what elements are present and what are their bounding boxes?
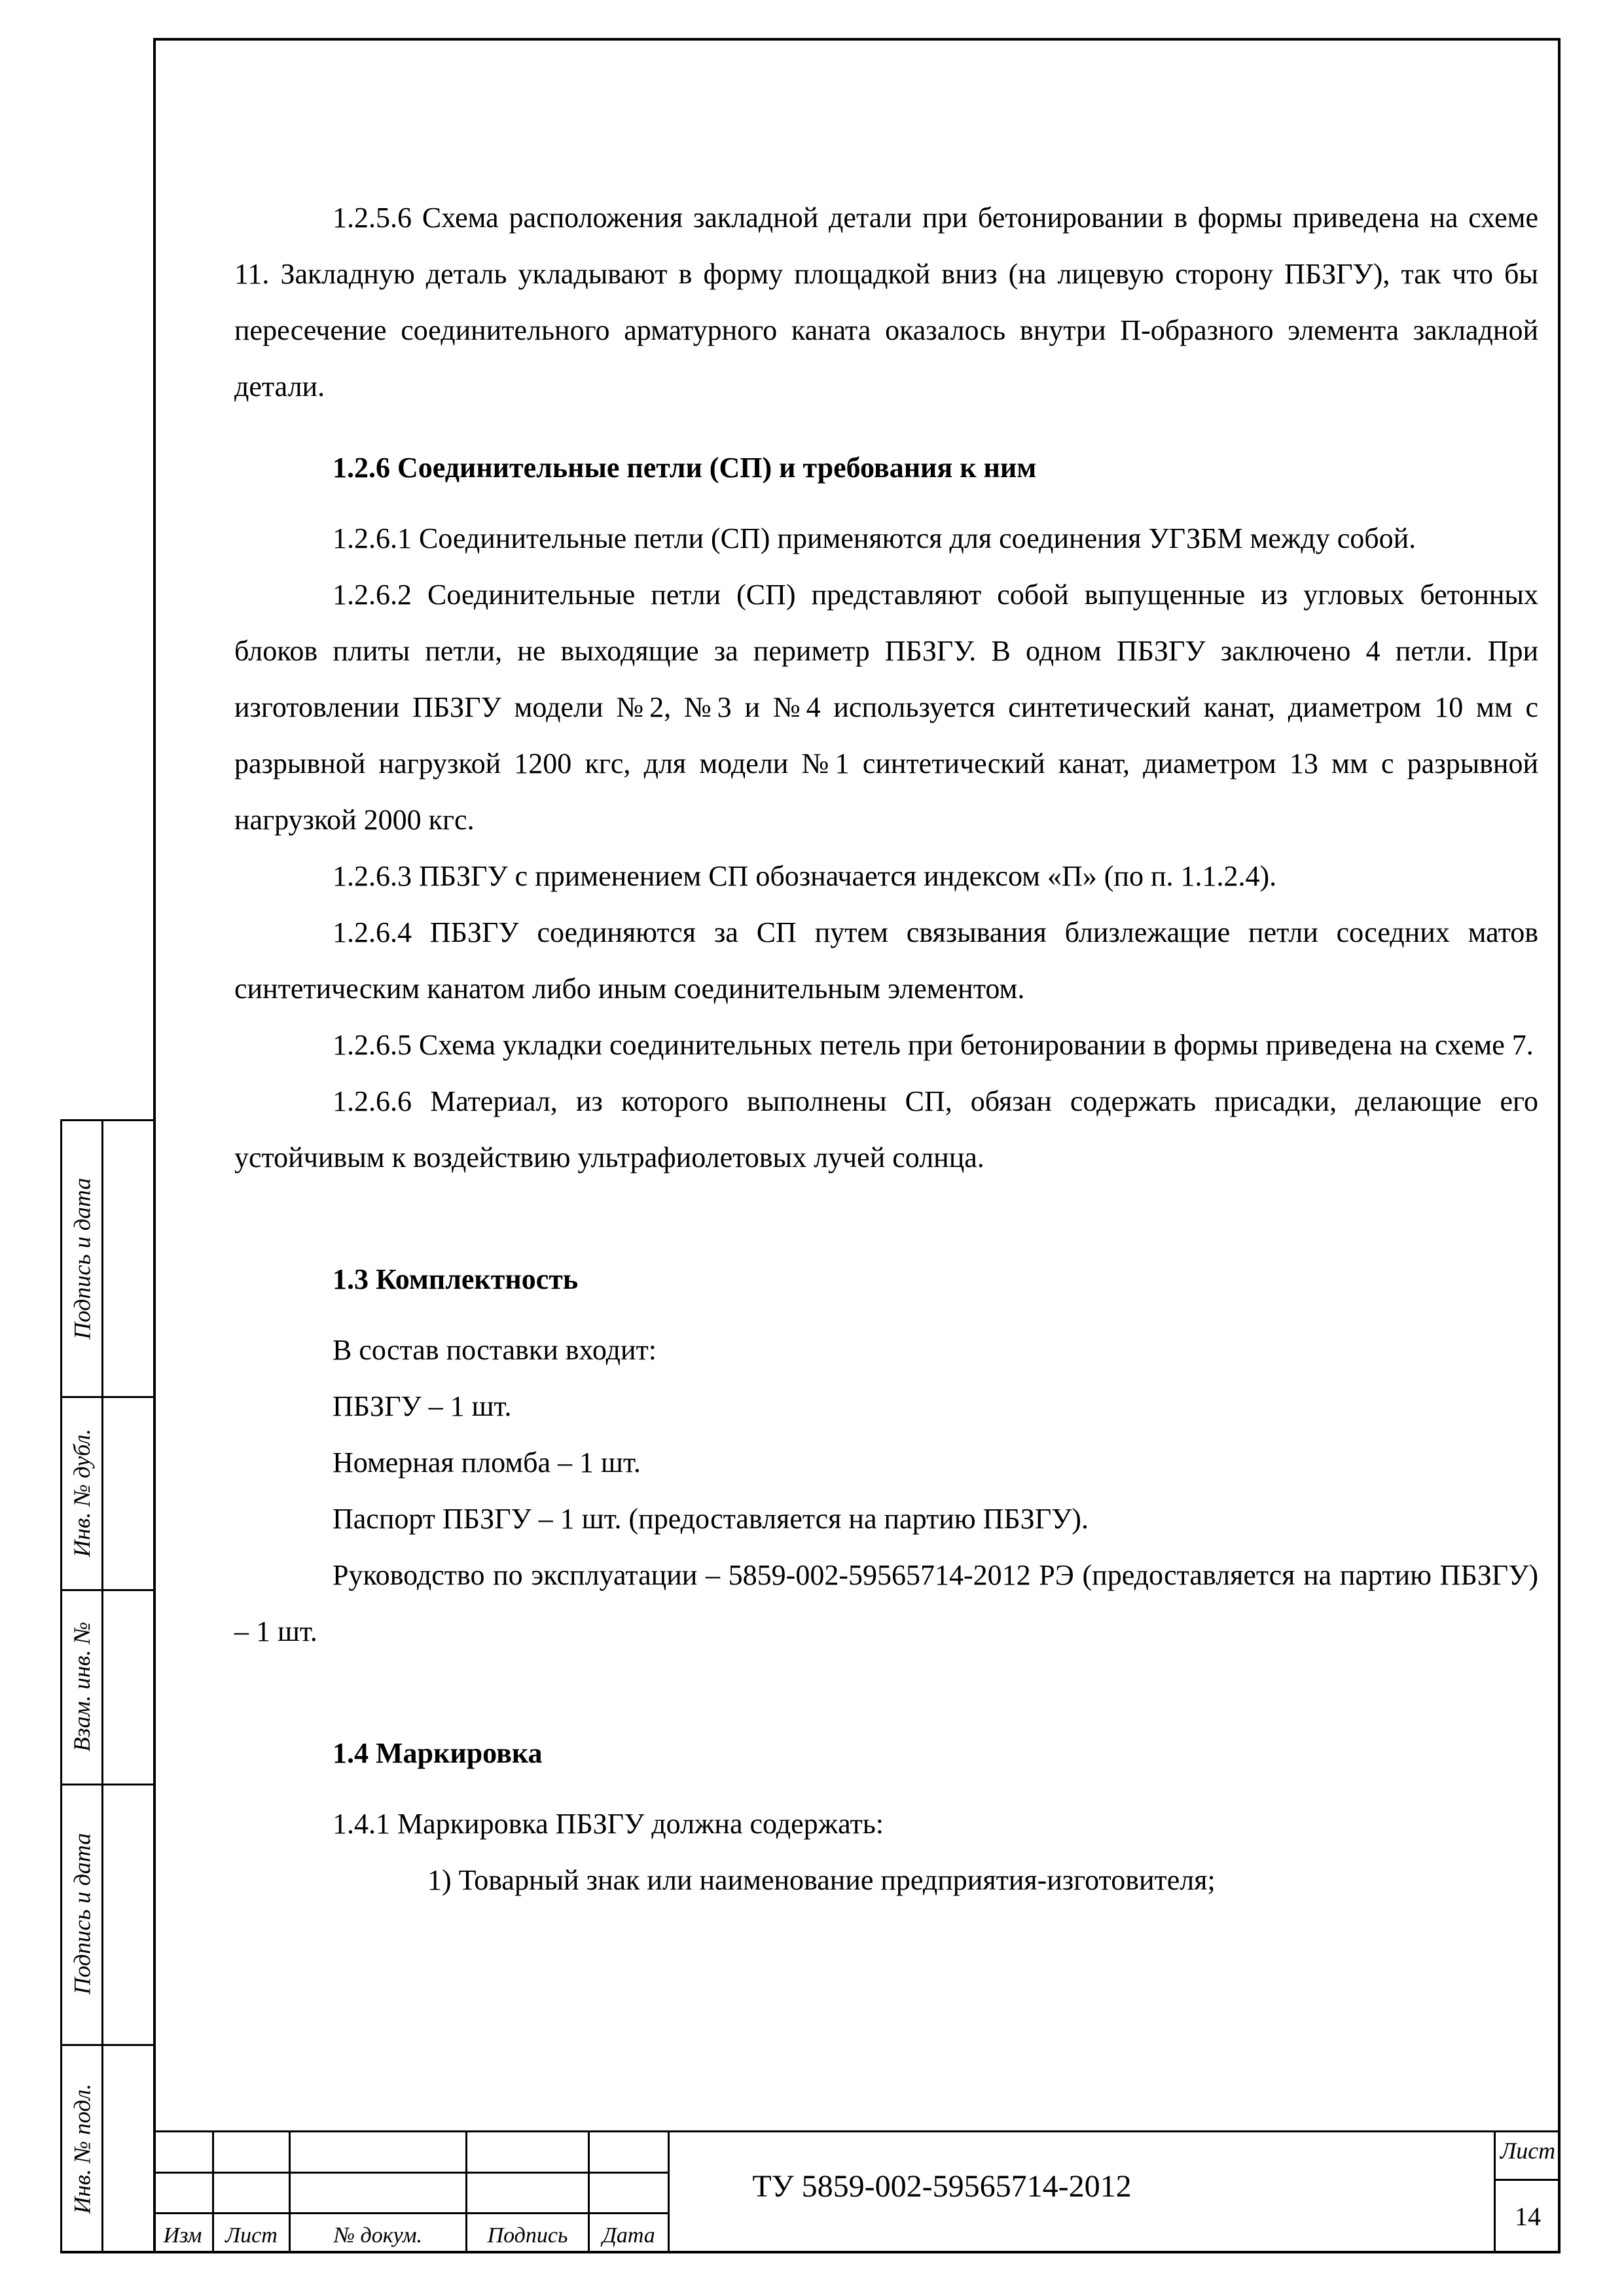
document-code: ТУ 5859-002-59565714-2012 [752,2169,1132,2204]
supply-item: Паспорт ПБЗГУ – 1 шт. (предоставляется на партию ПБЗГУ). [333,1503,1089,1535]
col-signature: Подпись [487,2223,568,2248]
col-sheet: Лист [225,2223,278,2248]
supply-item: Номерная пломба – 1 шт. [333,1446,641,1479]
side-stamp-replacement-no: Взам. инв. № [69,1621,96,1751]
paragraph-1-4-1: 1.4.1 Маркировка ПБЗГУ должна содержать: [333,1808,884,1840]
heading-1-4: 1.4 Маркировка [333,1737,543,1769]
paragraph-1-2-6-3: 1.2.6.3 ПБЗГУ с применением СП обозначается индексом «П» (по п. 1.1.2.4). [333,860,1277,892]
supply-manual: Руководство по эксплуатации – 5859-002-59565714-2012 РЭ (предоставляется на партию ПБЗГУ) – 1 шт. [234,1559,1538,1647]
page-content [234,190,1538,1909]
col-change: Изм [163,2223,202,2248]
paragraph-1-2-6-4: 1.2.6.4 ПБЗГУ соединяются за СП путем связывания близлежащие петли соседних матов синтетическим канатом либо иным соединительным элементом. [234,916,1538,1005]
heading-1-3: 1.3 Комплектность [333,1263,579,1295]
side-stamp-original-no: Инв. № подл. [69,2083,95,2214]
side-stamp-signature-date: Подпись и дата [69,1177,95,1340]
sheet-label: Лист [1500,2138,1556,2164]
paragraph-1-2-6-2: 1.2.6.2 Соединительные петли (СП) представляют собой выпущенные из угловых бетонных блоков плиты петли, не выходящие за периметр ПБЗГУ. В одном ПБЗГУ заключено 4 петли. При изготовлении ПБЗГУ модели №2, №3 и №4 используется синтетический канат, диаметром 10 мм с разрывной нагрузкой 1200 кгс, для модели №1 синтетический канат, диаметром 13 мм с разрывной нагрузкой 2000 кгс. [234,579,1538,836]
paragraph-1-2-6-1: 1.2.6.1 Соединительные петли (СП) применяются для соединения УГЗБМ между собой. [333,522,1416,554]
paragraph-1-2-5-6: 1.2.5.6 Схема расположения закладной детали при бетонировании в формы приведена на схеме 11. Закладную деталь укладывают в форму площадкой вниз (на лицевую сторону ПБЗГУ), так что бы пересечение соединительного арматурного каната оказалось внутри П-образного элемента закладной детали. [234,202,1538,403]
paragraph-1-2-6-6: 1.2.6.6 Материал, из которого выполнены СП, обязан содержать присадки, делающие его устойчивым к воздействию ультрафиолетовых лучей солнца. [234,1085,1538,1174]
paragraph-1-4-1-item-1: 1) Товарный знак или наименование предприятия-изготовителя; [427,1864,1216,1896]
col-date: Дата [602,2223,655,2248]
side-stamp-signature-date-2: Подпись и дата [69,1833,95,1995]
supply-intro: В состав поставки входит: [333,1334,657,1366]
supply-item: ПБЗГУ – 1 шт. [333,1390,512,1422]
side-stamp [60,1119,153,2253]
sheet-number: 14 [1515,2202,1541,2231]
heading-1-2-6: 1.2.6 Соединительные петли (СП) и требования к ним [333,452,1037,484]
col-doc-no: № докум. [333,2223,423,2248]
side-stamp-duplicate-no: Инв. № дубл. [69,1428,95,1557]
paragraph-1-2-6-5: 1.2.6.5 Схема укладки соединительных петель при бетонировании в формы приведена на схеме 7. [333,1029,1534,1061]
title-block [153,2130,1561,2253]
